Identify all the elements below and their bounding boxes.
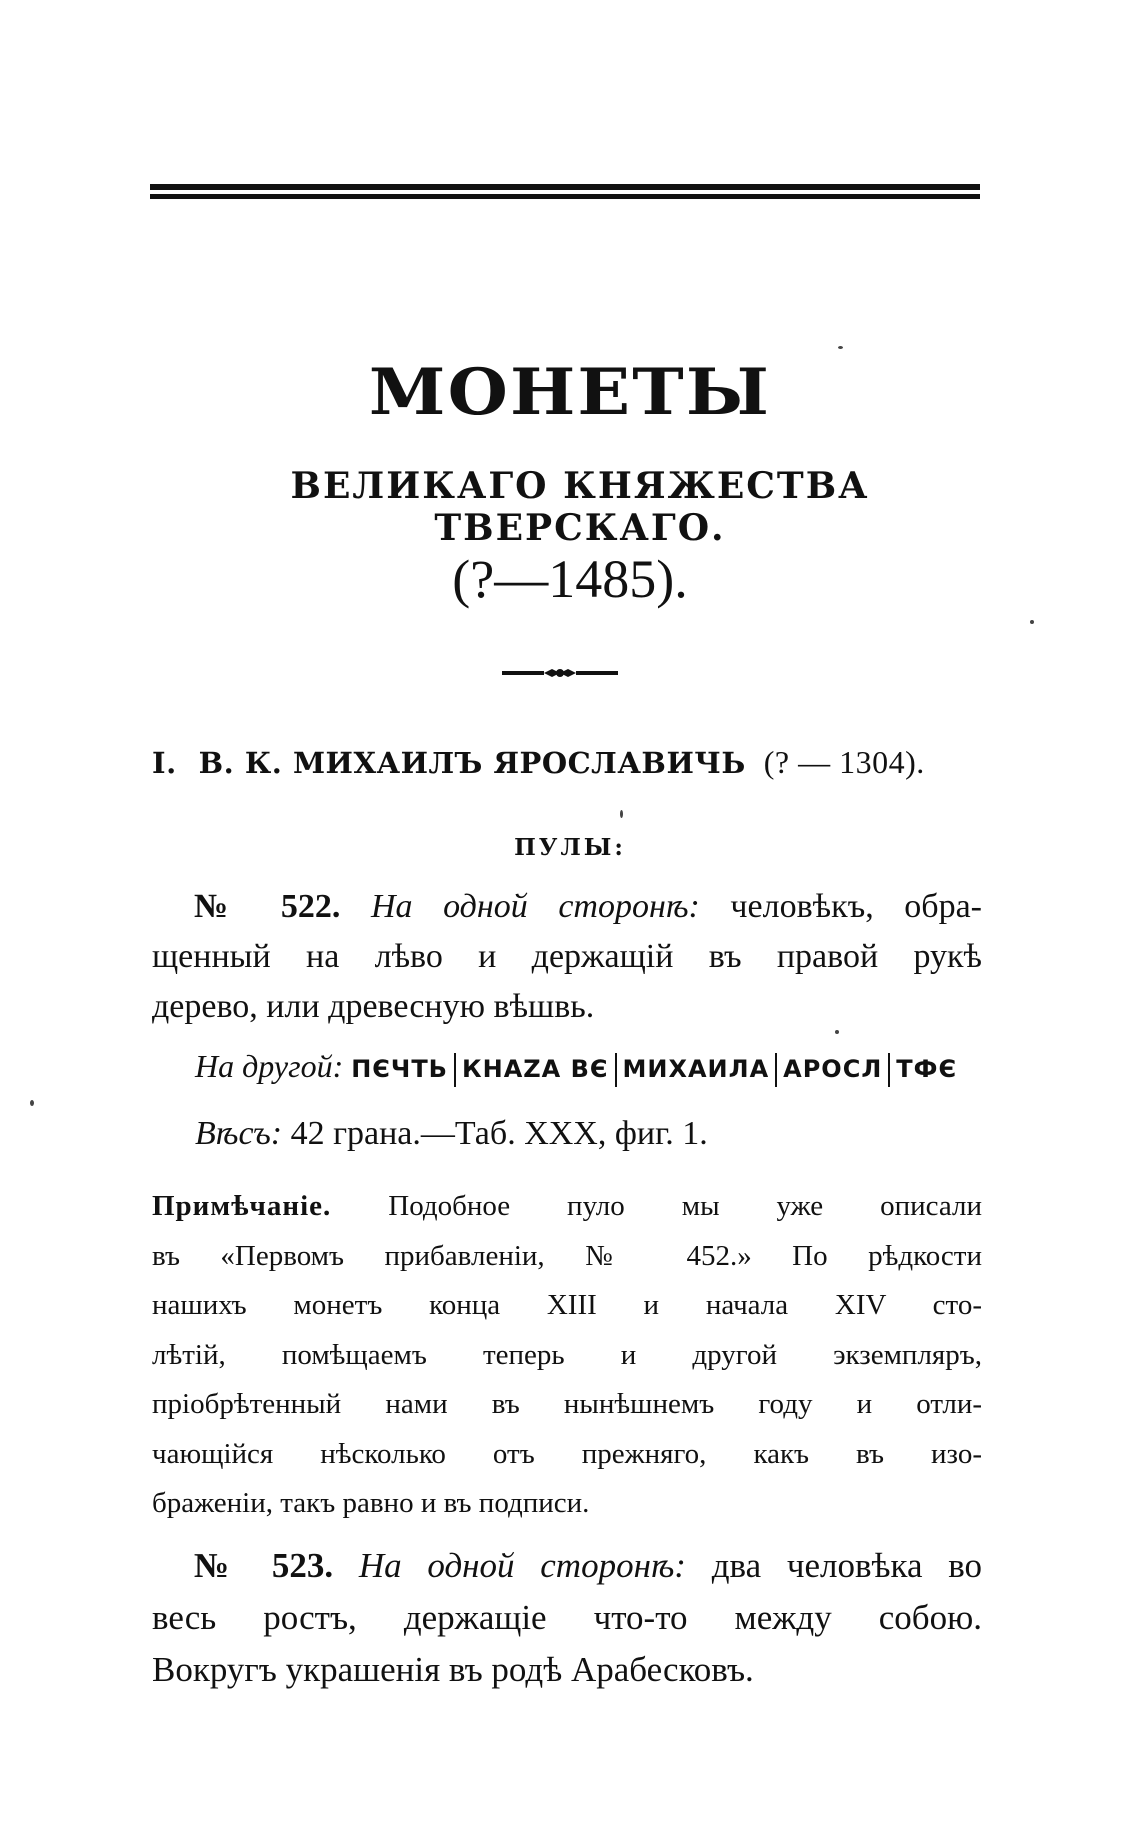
note-line-5: пріобрѣтенный нами въ нынѣшнемъ году и отли- <box>152 1388 982 1420</box>
entry-522-line-1 <box>152 882 982 932</box>
section-name: В. К. МИХАИЛЪ ЯРОСЛАВИЧЬ <box>198 746 746 780</box>
top-rule-lower <box>150 194 980 199</box>
print-speck <box>835 1030 839 1034</box>
note-heading: Примѣчаніе. <box>152 1190 332 1222</box>
legend-divider <box>454 1053 456 1087</box>
legend-divider <box>888 1053 890 1087</box>
entry-523-number: № 523. <box>194 1546 334 1585</box>
entry-522-line-2: щенный на лѣво и держащій въ правой рукѣ <box>152 938 982 975</box>
entry-522-side-label: На одной сторонѣ: <box>370 888 700 925</box>
note-line-3: нашихъ монетъ конца XIII и начала XIV сто- <box>152 1289 982 1321</box>
entry-523 <box>152 1540 982 1696</box>
legend-divider <box>775 1053 777 1087</box>
legend-segment: КНАZА ВЄ <box>461 1055 609 1083</box>
legend-segment: ТФЄ <box>896 1055 958 1083</box>
legend-segment: АРОСЛ <box>783 1055 883 1083</box>
section-number: I. <box>152 746 177 780</box>
print-speck <box>838 346 843 349</box>
entry-523-line-1 <box>152 1540 982 1592</box>
weight-label: Вѣсъ: <box>195 1115 283 1152</box>
entry-522 <box>152 882 982 1032</box>
print-speck <box>620 810 623 818</box>
entry-523-text-1: два человѣка во <box>711 1546 983 1585</box>
entry-522-text-1: человѣкъ, обра- <box>730 888 982 925</box>
note-line-1 <box>152 1182 982 1232</box>
entry-523-side-label: На одной сторонѣ: <box>358 1546 686 1585</box>
print-speck <box>1030 620 1034 624</box>
section-heading <box>152 744 982 781</box>
note-line-2: въ «Первомъ прибавленіи, № 452.» По рѣдкости <box>152 1239 982 1272</box>
page-title: МОНЕТЫ <box>368 355 772 430</box>
entry-523-line-3: Вокругъ украшенія въ родѣ Арабесковъ. <box>152 1650 754 1689</box>
note-block <box>152 1182 982 1529</box>
ornament-divider <box>500 663 620 683</box>
weight-text: 42 грана.—Таб. XXX, фиг. 1. <box>290 1115 708 1152</box>
entry-522-number: № 522. <box>194 888 341 925</box>
print-speck <box>30 1100 34 1106</box>
entry-522-weight <box>195 1115 985 1153</box>
note-line-7: браженіи, такъ равно и въ подписи. <box>152 1487 590 1519</box>
note-text-1: Подобное пуло мы уже описали <box>388 1190 982 1222</box>
entry-522-other-side-label: На другой: <box>195 1048 344 1084</box>
top-rule-upper <box>150 184 980 190</box>
legend-divider <box>615 1053 617 1087</box>
entry-522-legend <box>195 1048 985 1087</box>
legend-segment: ПЄЧТЬ <box>351 1055 448 1083</box>
page-subtitle: ВЕЛИКАГО КНЯЖЕСТВА ТВЕРСКАГО. <box>290 465 870 549</box>
page-dates: (?—1485). <box>452 549 688 609</box>
legend-segment: МИХАИЛА <box>622 1055 770 1083</box>
section-dates: (? — 1304). <box>763 744 925 780</box>
entry-522-line-3: дерево, или древесную вѣшвь. <box>152 988 595 1025</box>
category-label: ПУЛЫ: <box>514 834 626 861</box>
note-line-6: чающійся нѣсколько отъ прежняго, какъ въ изо- <box>152 1437 982 1470</box>
note-line-4: лѣтій, помѣщаемъ теперь и другой экземпляръ, <box>152 1338 982 1371</box>
entry-523-line-2: весь ростъ, держащіе что-то между собою. <box>152 1598 982 1637</box>
